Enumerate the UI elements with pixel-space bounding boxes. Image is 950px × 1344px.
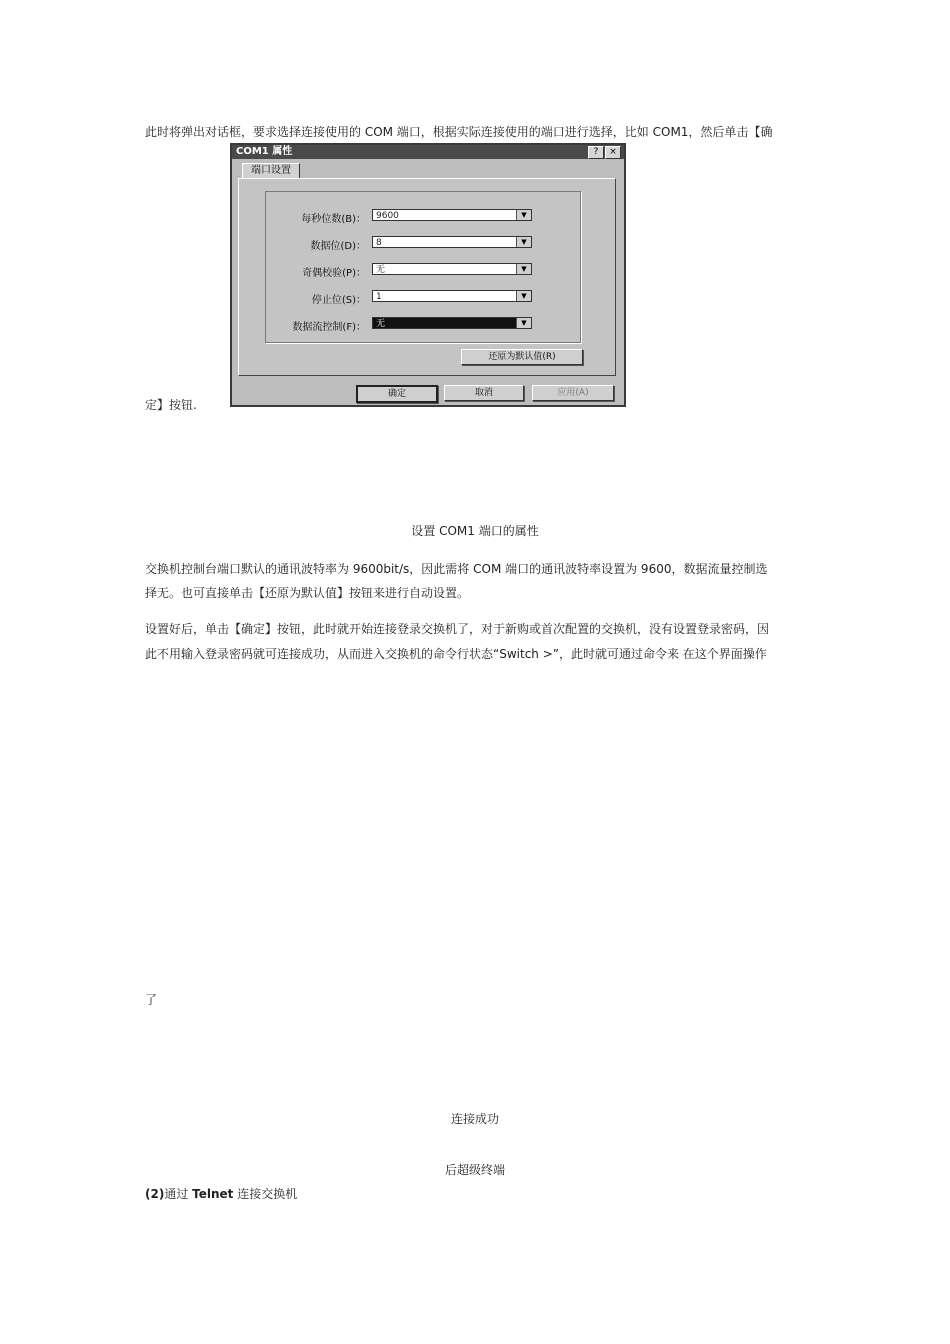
caption-connected: 连接成功 xyxy=(450,1112,499,1126)
flow-control-select[interactable] xyxy=(372,317,532,329)
caption-terminal: 后超级终端 xyxy=(444,1163,505,1177)
paragraph-2-line-2: 择无。也可直接单击【还原为默认值】按钮来进行自动设置。 xyxy=(145,586,470,600)
data-bits-select[interactable] xyxy=(372,236,532,248)
field-label-flow-control: 数据流控制(F)： xyxy=(292,322,366,333)
paragraph-3-line-1: 设置好后，单击【确定】按钮，此时就开始连接登录交换机了，对于新购或首次配置的交换机，没有设置登录密码，因 xyxy=(145,622,770,636)
section-heading-telnet xyxy=(145,1186,297,1202)
field-label-parity: 奇偶校验(P)： xyxy=(302,268,366,279)
paragraph-3-line-2: 此不用输入登录密码就可连接成功，从而进入交换机的命令行状态“Switch >”，此时就可通过命令来 在这个界面操作 xyxy=(145,647,767,661)
field-label-stop-bits: 停止位(S)： xyxy=(311,295,366,306)
cancel-button[interactable]: 取消 xyxy=(444,385,524,401)
data-bits-value: 8 xyxy=(376,238,382,248)
close-button[interactable]: × xyxy=(605,146,621,159)
intro-text-line-1: 此时将弹出对话框，要求选择连接使用的 COM 端口，根据实际连接使用的端口进行选择，比如 COM1，然后单击【确 xyxy=(145,125,773,139)
stop-bits-value: 1 xyxy=(376,292,382,302)
paragraph-3-tail: 了 xyxy=(145,993,158,1007)
help-button[interactable]: ? xyxy=(588,146,604,159)
baud-rate-value: 9600 xyxy=(376,211,399,221)
baud-rate-select[interactable] xyxy=(372,209,532,221)
stop-bits-select[interactable] xyxy=(372,290,532,302)
paragraph-2-line-1: 交换机控制台端口默认的通讯波特率为 9600bit/s，因此需将 COM 端口的通讯波特率设置为 9600，数据流量控制选 xyxy=(145,562,768,576)
field-label-data-bits: 数据位(D)： xyxy=(310,241,366,252)
ok-button[interactable]: 确定 xyxy=(356,385,438,403)
parity-value: 无 xyxy=(376,265,386,275)
chevron-down-icon[interactable]: ▼ xyxy=(516,210,531,220)
apply-button[interactable]: 应用(A) xyxy=(532,385,614,401)
parity-select[interactable] xyxy=(372,263,532,275)
tab-port-settings[interactable]: 端口设置 xyxy=(242,163,300,178)
section-telnet: Telnet xyxy=(192,1187,234,1201)
intro-text-line-2: 定】按钮. xyxy=(145,398,197,412)
chevron-down-icon[interactable]: ▼ xyxy=(516,237,531,247)
caption-com1-properties: 设置 COM1 端口的属性 xyxy=(411,524,539,538)
chevron-down-icon[interactable]: ▼ xyxy=(516,318,531,328)
chevron-down-icon[interactable]: ▼ xyxy=(516,264,531,274)
port-settings-panel xyxy=(238,178,616,376)
field-label-baud: 每秒位数(B)： xyxy=(301,214,366,225)
dialog-title: COM1 属性 xyxy=(236,146,293,157)
section-number: (2) xyxy=(145,1187,165,1201)
section-text-1: 通过 xyxy=(164,1187,193,1201)
chevron-down-icon[interactable]: ▼ xyxy=(516,291,531,301)
restore-defaults-button[interactable]: 还原为默认值(R) xyxy=(461,349,583,365)
flow-control-value: 无 xyxy=(376,319,386,329)
settings-group xyxy=(265,191,581,343)
dialog-titlebar xyxy=(232,145,624,159)
com1-properties-dialog xyxy=(230,143,626,407)
section-text-2: 连接交换机 xyxy=(233,1187,298,1201)
